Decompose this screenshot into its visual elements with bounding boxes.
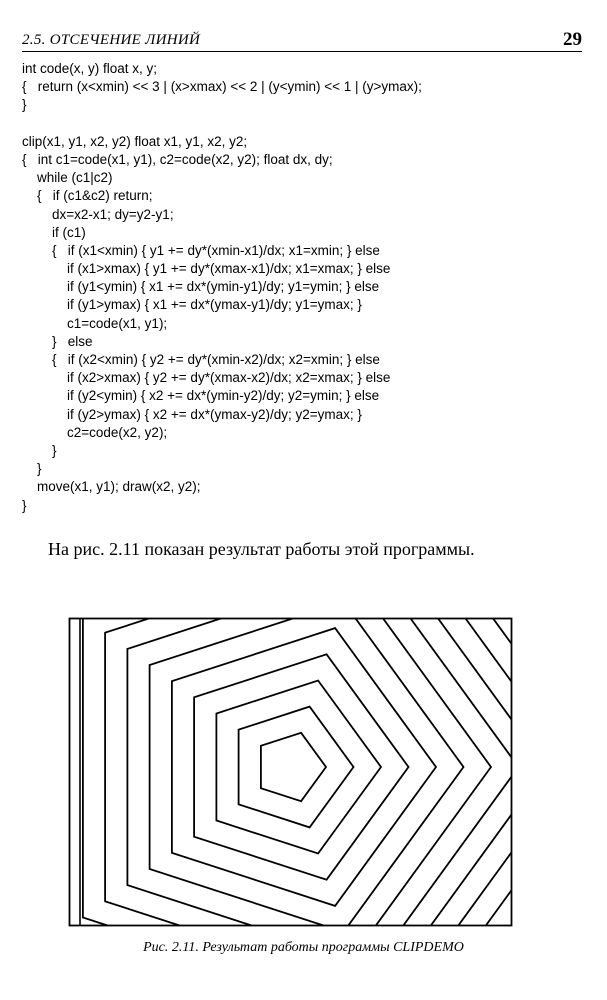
pentagon-outline <box>172 628 436 906</box>
code-line: { if (x2<xmin) { y2 += dy*(xmin-x2)/dx; x2=xmin; } else <box>22 352 380 367</box>
code-line: if (y2<ymin) { x2 += dx*(ymin-y2)/dy; y2=ymin; } else <box>22 388 380 404</box>
code-line: clip(x1, y1, x2, y2) float x1, y1, x2, y2; <box>22 133 248 149</box>
code-line: { if (x1<xmin) { y1 += dy*(xmin-x1)/dx; x1=xmin; } else <box>22 242 380 258</box>
code-line: { int c1=code(x1, y1), c2=code(x2, y2); float dx, dy; <box>22 151 333 167</box>
code-line: { return (x<xmin) << 3 | (x>xmax) << 2 | (y<ymin) << 1 | (y>ymax); <box>22 79 422 95</box>
code-line: { if (c1&c2) return; <box>22 188 153 204</box>
pentagon-outline <box>194 654 408 879</box>
pentagon-outline <box>66 615 516 930</box>
code-line: if (x2>xmax) { y2 += dy*(xmax-x2)/dx; x2=xmax; } else <box>22 370 391 386</box>
header-rule <box>22 51 582 52</box>
code-line: while (c1|c2) <box>22 170 113 186</box>
code-line: c2=code(x2, y2); <box>22 424 168 440</box>
pentagon-outline <box>216 681 381 854</box>
pentagon-outline <box>66 615 516 930</box>
running-head <box>22 30 582 54</box>
clipdemo-figure <box>66 615 516 930</box>
code-line: } <box>22 97 27 113</box>
pentagon-outline <box>239 707 354 828</box>
pentagon-outline <box>127 615 491 930</box>
page-number: 29 <box>563 29 582 50</box>
pentagon-outline <box>261 733 326 801</box>
code-line: if (y2>ymax) { x2 += dx*(ymax-y2)/dy; y2=ymax; } <box>22 406 362 422</box>
code-line: if (c1) <box>22 224 86 240</box>
section-title: 2.5. ОТСЕЧЕНИЕ ЛИНИЙ <box>22 32 201 48</box>
pentagon-outline <box>105 615 516 930</box>
clipped-pentagons <box>66 615 516 930</box>
figure-caption: Рис. 2.11. Результат работы программы CLIPDEMO <box>143 940 464 955</box>
code-line <box>22 115 582 133</box>
code-line: if (y1>ymax) { x1 += dx*(ymax-y1)/dy; y1=ymax; } <box>22 297 362 313</box>
code-line: if (y1<ymin) { x1 += dx*(ymin-y1)/dy; y1=ymin; } else <box>22 279 380 295</box>
pentagon-outline <box>66 615 516 930</box>
code-line: } else <box>22 333 93 349</box>
code-line: } <box>22 497 27 513</box>
code-listing <box>22 60 582 515</box>
code-line: } <box>22 461 42 477</box>
clip-window-border <box>70 619 512 926</box>
code-line: move(x1, y1); draw(x2, y2); <box>22 479 201 495</box>
code-line: } <box>22 442 57 458</box>
code-line: if (x1>xmax) { y1 += dy*(xmax-x1)/dx; x1=xmax; } else <box>22 261 391 277</box>
code-line: c1=code(x1, y1); <box>22 315 168 331</box>
code-line: int code(x, y) float x, y; <box>22 61 158 76</box>
pentagon-outline <box>150 615 464 930</box>
code-line: dx=x2-x1; dy=y2-y1; <box>22 206 174 222</box>
body-paragraph: На рис. 2.11 показан результат работы этой программы. <box>48 539 475 559</box>
